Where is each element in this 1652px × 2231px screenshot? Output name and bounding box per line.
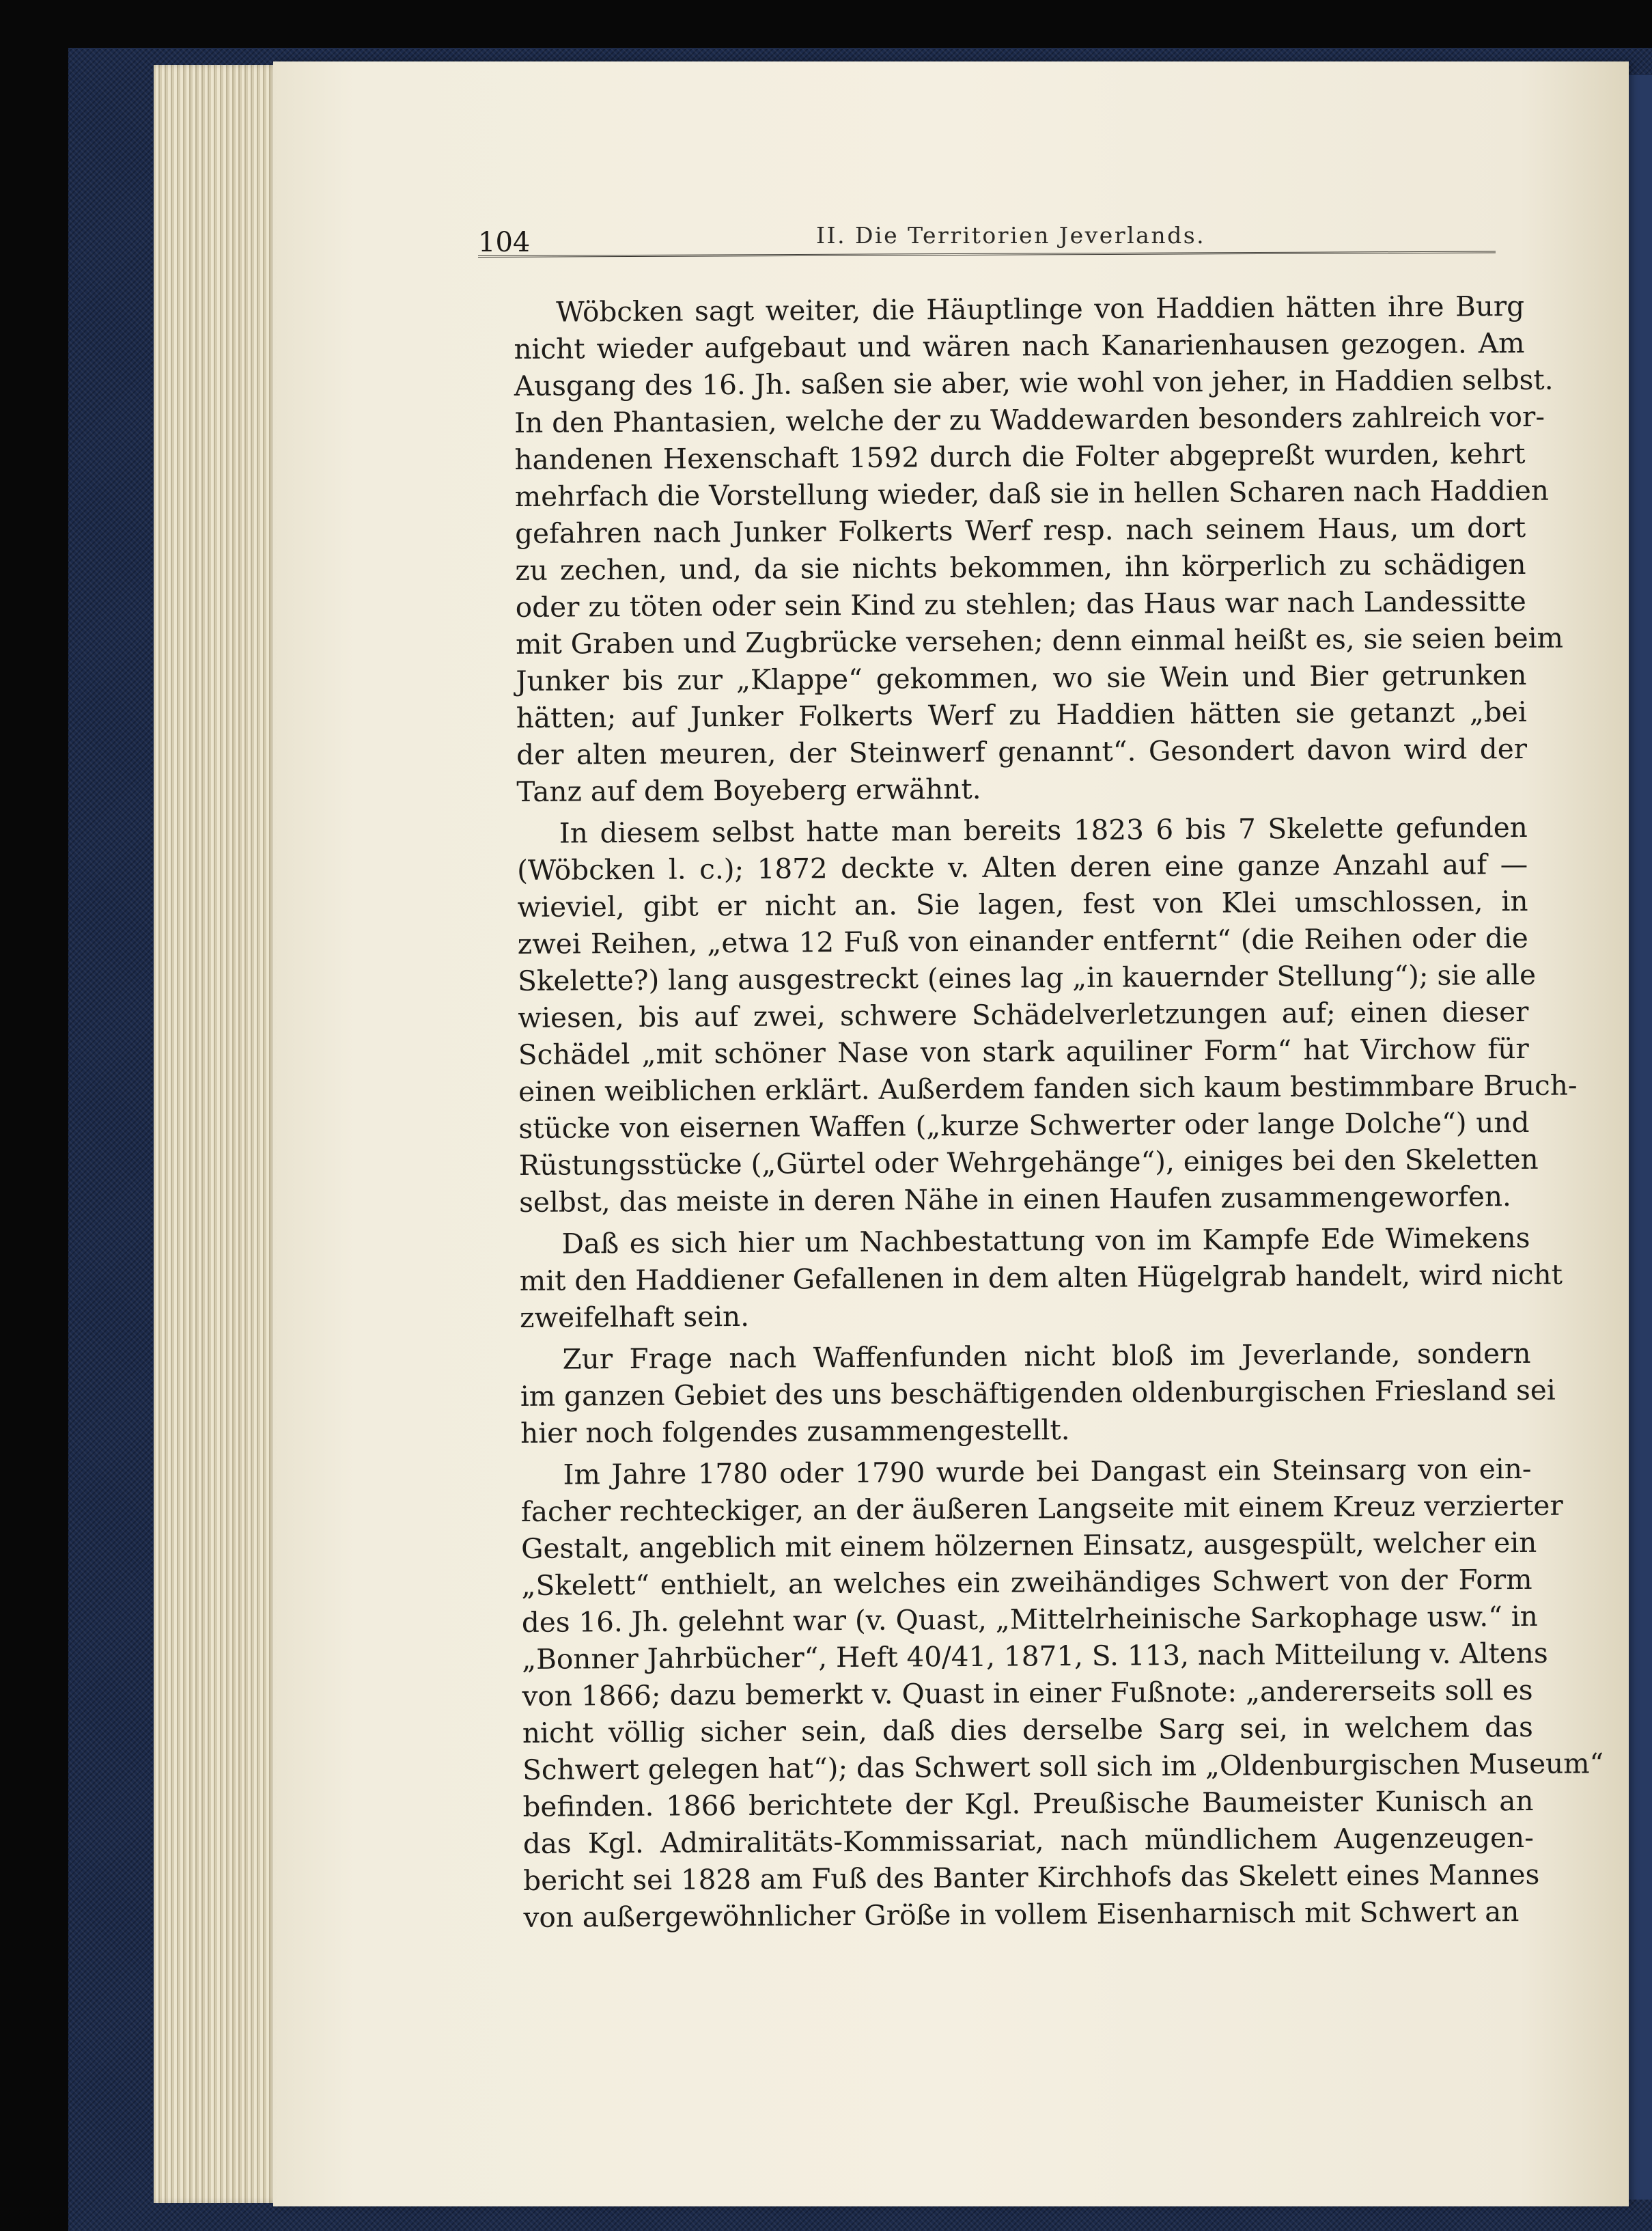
text-line: Ausgang des 16. Jh. saßen sie aber, wie wohl von jeher, in Haddien selbst. (514, 363, 1554, 402)
text-line: oder zu töten oder sein Kind zu stehlen; das Haus war nach Landessitte (515, 584, 1526, 624)
text-line: einen weiblichen erklärt. Außerdem fanden sich kaum bestimmbare Bruch- (518, 1068, 1578, 1108)
text-line: wiesen, bis auf zwei, schwere Schädelverletzungen auf; einen dieser (518, 995, 1529, 1034)
text-line: des 16. Jh. gelehnt war (v. Quast, „Mittelrheinische Sarkophage usw.“ in (521, 1599, 1538, 1639)
text-line: zweifelhaft sein. (520, 1299, 750, 1334)
text-line: hätten; auf Junker Folkerts Werf zu Haddien hätten sie getanzt „bei (516, 695, 1527, 734)
text-line: mit Graben und Zugbrücke versehen; denn einmal heißt es, sie seien beim (515, 621, 1564, 661)
page-number: 104 (478, 227, 531, 258)
text-line: von außergewöhnlicher Größe in vollem Eisenharnisch mit Schwert an (523, 1895, 1520, 1934)
text-line: (Wöbcken l. c.); 1872 deckte v. Alten deren eine ganze Anzahl auf — (517, 847, 1528, 887)
text-line: Wöbcken sagt weiter, die Häuptlinge von Haddien hätten ihre Burg (556, 289, 1525, 329)
running-head (478, 165, 1523, 258)
text-line: Gestalt, angeblich mit einem hölzernen Einsatz, ausgespült, welcher ein (521, 1525, 1537, 1565)
text-line: In den Phantasien, welche der zu Waddewarden besonders zahlreich vor- (514, 400, 1545, 439)
text-line: mehrfach die Vorstellung wieder, daß sie in hellen Scharen nach Haddien (514, 473, 1550, 513)
text-line: selbst, das meiste in deren Nähe in einen Haufen zusammengeworfen. (518, 1180, 1511, 1219)
text-line: wieviel, gibt er nicht an. Sie lagen, fest von Klei umschlossen, in (517, 884, 1528, 924)
text-line: das Kgl. Admiralitäts-Kommissariat, nach mündlichem Augenzeugen- (522, 1820, 1534, 1860)
paragraph (517, 809, 1578, 1221)
paragraph (514, 288, 1564, 810)
text-line: bericht sei 1828 am Fuß des Banter Kirchhofs das Skelett eines Mannes (523, 1857, 1540, 1897)
text-line: Junker bis zur „Klappe“ gekommen, wo sie Wein und Bier getrunken (516, 658, 1527, 697)
text-line: im ganzen Gebiet des uns beschäftigenden oldenburgischen Friesland sei (520, 1373, 1556, 1413)
text-line: mit den Haddiener Gefallenen in dem alten Hügelgrab handelt, wird nicht (519, 1258, 1563, 1297)
text-line: Schädel „mit schöner Nase von stark aquiliner Form“ hat Virchow für (518, 1031, 1529, 1071)
header-rule (478, 251, 1496, 258)
cover-edge (1629, 75, 1652, 2200)
text-line: „Bonner Jahrbücher“, Heft 40/41, 1871, S. 113, nach Mitteilung v. Altens (522, 1636, 1548, 1676)
text-line: Daß es sich hier um Nachbestattung von im Kampfe Ede Wimekens (561, 1221, 1530, 1260)
text-line: Skelette?) lang ausgestreckt (eines lag „in kauernder Stellung“); sie alle (517, 958, 1537, 997)
text-line: zu zechen, und, da sie nichts bekommen, ihn körperlich zu schädigen (515, 547, 1526, 587)
body-text (514, 288, 1604, 1941)
text-line: befinden. 1866 berichtete der Kgl. Preußische Baumeister Kunisch an (522, 1784, 1534, 1823)
text-line: gefahren nach Junker Folkerts Werf resp. nach seinem Haus, um dort (514, 510, 1526, 550)
text-line: In diesem selbst hatte man bereits 1823 6 bis 7 Skelette gefunden (559, 810, 1528, 850)
text-line: handenen Hexenschaft 1592 durch die Folter abgepreßt wurden, kehrt (514, 436, 1526, 476)
paragraph (519, 1219, 1563, 1336)
text-line: der alten meuren, der Steinwerf genannt“. Gesondert davon wird der (516, 732, 1528, 771)
text-line: zwei Reihen, „etwa 12 Fuß von einander entfernt“ (die Reihen oder die (517, 921, 1528, 960)
text-line: nicht wieder aufgebaut und wären nach Kanarienhausen gezogen. Am (514, 326, 1525, 365)
text-line: „Skelett“ enthielt, an welches ein zweihändiges Schwert von der Form (521, 1562, 1532, 1602)
text-line: Tanz auf dem Boyeberg erwähnt. (516, 772, 981, 808)
running-title: II. Die Territorien Jeverlands. (816, 222, 1206, 249)
text-line: Zur Frage nach Waffenfunden nicht bloß im Jeverlande, sondern (562, 1336, 1531, 1376)
paragraph (520, 1335, 1556, 1452)
text-line: von 1866; dazu bemerkt v. Quast in einer Fußnote: „andererseits soll es (522, 1673, 1533, 1713)
text-line: Schwert gelegen hat“); das Schwert soll sich im „Oldenburgischen Museum“ (522, 1747, 1604, 1786)
text-line: Im Jahre 1780 oder 1790 wurde bei Dangast ein Steinsarg von ein- (563, 1452, 1532, 1491)
text-line: stücke von eisernen Waffen („kurze Schwerter oder lange Dolche“) und (518, 1105, 1530, 1145)
paragraph (520, 1450, 1604, 1936)
text-line: nicht völlig sicher sein, daß dies derselbe Sarg sei, in welchem das (522, 1710, 1533, 1749)
text-line: Rüstungsstücke („Gürtel oder Wehrgehänge“), einiges bei den Skeletten (518, 1142, 1539, 1182)
text-line: hier noch folgendes zusammengestellt. (520, 1413, 1070, 1450)
text-line: facher rechteckiger, an der äußeren Langseite mit einem Kreuz verzierter (520, 1488, 1563, 1528)
